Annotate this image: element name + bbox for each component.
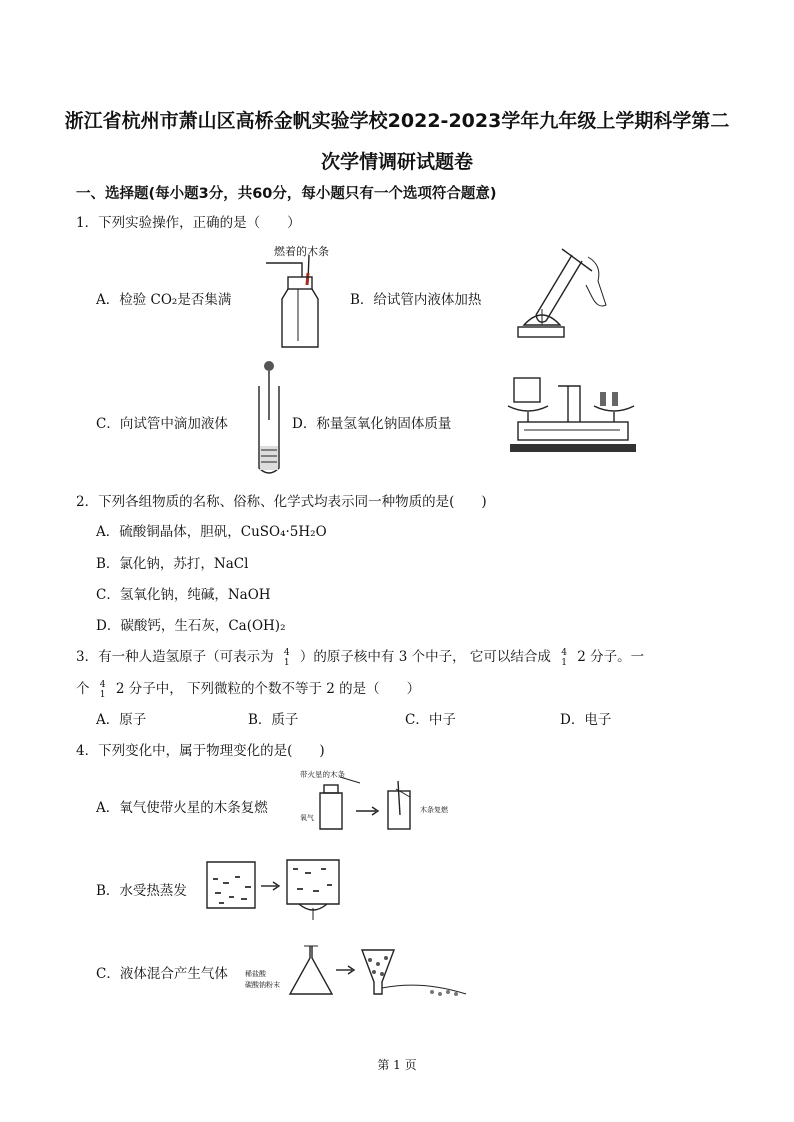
q3-text-part2: ）的原子核中有 3 个中子， 它可以结合成 (299, 649, 551, 665)
gas-bottle-figure (262, 255, 332, 350)
q3-isotope-notation-3 (100, 680, 106, 700)
q3-text-part5: 2 分子中， 下列微粒的个数不等于 2 的是（ ） (115, 681, 421, 697)
q4c-figure-label: 稀盐酸 (245, 970, 266, 978)
q2-option-d: D．碳酸钙，生石灰，Ca(OH)₂ (96, 618, 286, 634)
q3-isotope-notation-2 (561, 648, 567, 668)
q3-stem-line2 (76, 677, 420, 700)
q1-option-d: D．称量氢氧化钠固体质量 (292, 416, 452, 432)
page-footer: 第 1 页 (377, 1058, 417, 1072)
q3-option-c: C．中子 (405, 712, 456, 728)
section-heading-choice: 一、选择题(每小题3分，共60分，每小题只有一个选项符合题意) (76, 186, 497, 202)
q2-option-a: A．硫酸铜晶体，胆矾，CuSO₄·5H₂O (96, 524, 327, 540)
q3-option-a: A．原子 (96, 712, 147, 728)
q4-option-b: B．水受热蒸发 (96, 883, 187, 899)
q3-text-part1: 3．有一种人造氢原子（可表示为 (76, 649, 274, 665)
q3-text-part4: 个 (76, 681, 90, 697)
q3-option-d: D．电子 (560, 712, 612, 728)
q3-option-b: B．质子 (248, 712, 299, 728)
q3-text-part3: 2 分子。一 (577, 649, 645, 665)
frac-bottom: 1 (283, 657, 290, 668)
q4a-figure-label2: 木条复燃 (420, 806, 448, 814)
oxygen-bottle-figure (300, 775, 440, 835)
doc-title-line2: 次学情调研试题卷 (320, 151, 473, 173)
doc-title-line1: 浙江省杭州市萧山区高桥金帆实验学校2022-2023学年九年级上学期科学第二 (64, 110, 730, 132)
q4a-figure-label: 带火星的木条 (300, 770, 345, 779)
dropper-figure (255, 360, 295, 478)
frac-top: 4 (561, 647, 567, 658)
balance-figure (508, 372, 638, 464)
q3-stem-line1 (76, 645, 644, 668)
frac-top: 4 (283, 647, 290, 658)
q2-option-c: C．氢氧化钠，纯碱，NaOH (96, 587, 271, 603)
q1-option-a: A．检验 CO₂是否集满 (96, 292, 232, 308)
q1-figure-label: 燃着的木条 (274, 245, 329, 258)
q1-option-b: B．给试管内液体加热 (350, 292, 482, 308)
q3-isotope-notation (284, 648, 290, 668)
frac-bottom: 1 (99, 689, 106, 700)
frac-bottom: 1 (561, 657, 567, 668)
q2-stem: 2．下列各组物质的名称、俗称、化学式均表示同一种物质的是( ) (76, 494, 487, 510)
q2-option-b: B．氯化钠，苏打，NaCl (96, 556, 249, 572)
q4-option-a: A．氧气使带火星的木条复燃 (96, 800, 268, 816)
heating-test-tube-figure (502, 245, 612, 345)
frac-top: 4 (99, 679, 106, 690)
gas-reaction-figure (282, 942, 474, 1006)
water-evaporation-figure (205, 858, 355, 924)
q1-stem: 1．下列实验操作，正确的是（ ） (76, 215, 301, 231)
q4-option-c: C．液体混合产生气体 (96, 966, 228, 982)
q4-stem: 4．下列变化中，属于物理变化的是( ) (76, 743, 325, 759)
q4c-figure-label2: 碳酸钠粉末 (245, 981, 280, 989)
q1-option-c: C．向试管中滴加液体 (96, 416, 228, 432)
q4a-figure-label3: 氧气 (300, 814, 314, 822)
